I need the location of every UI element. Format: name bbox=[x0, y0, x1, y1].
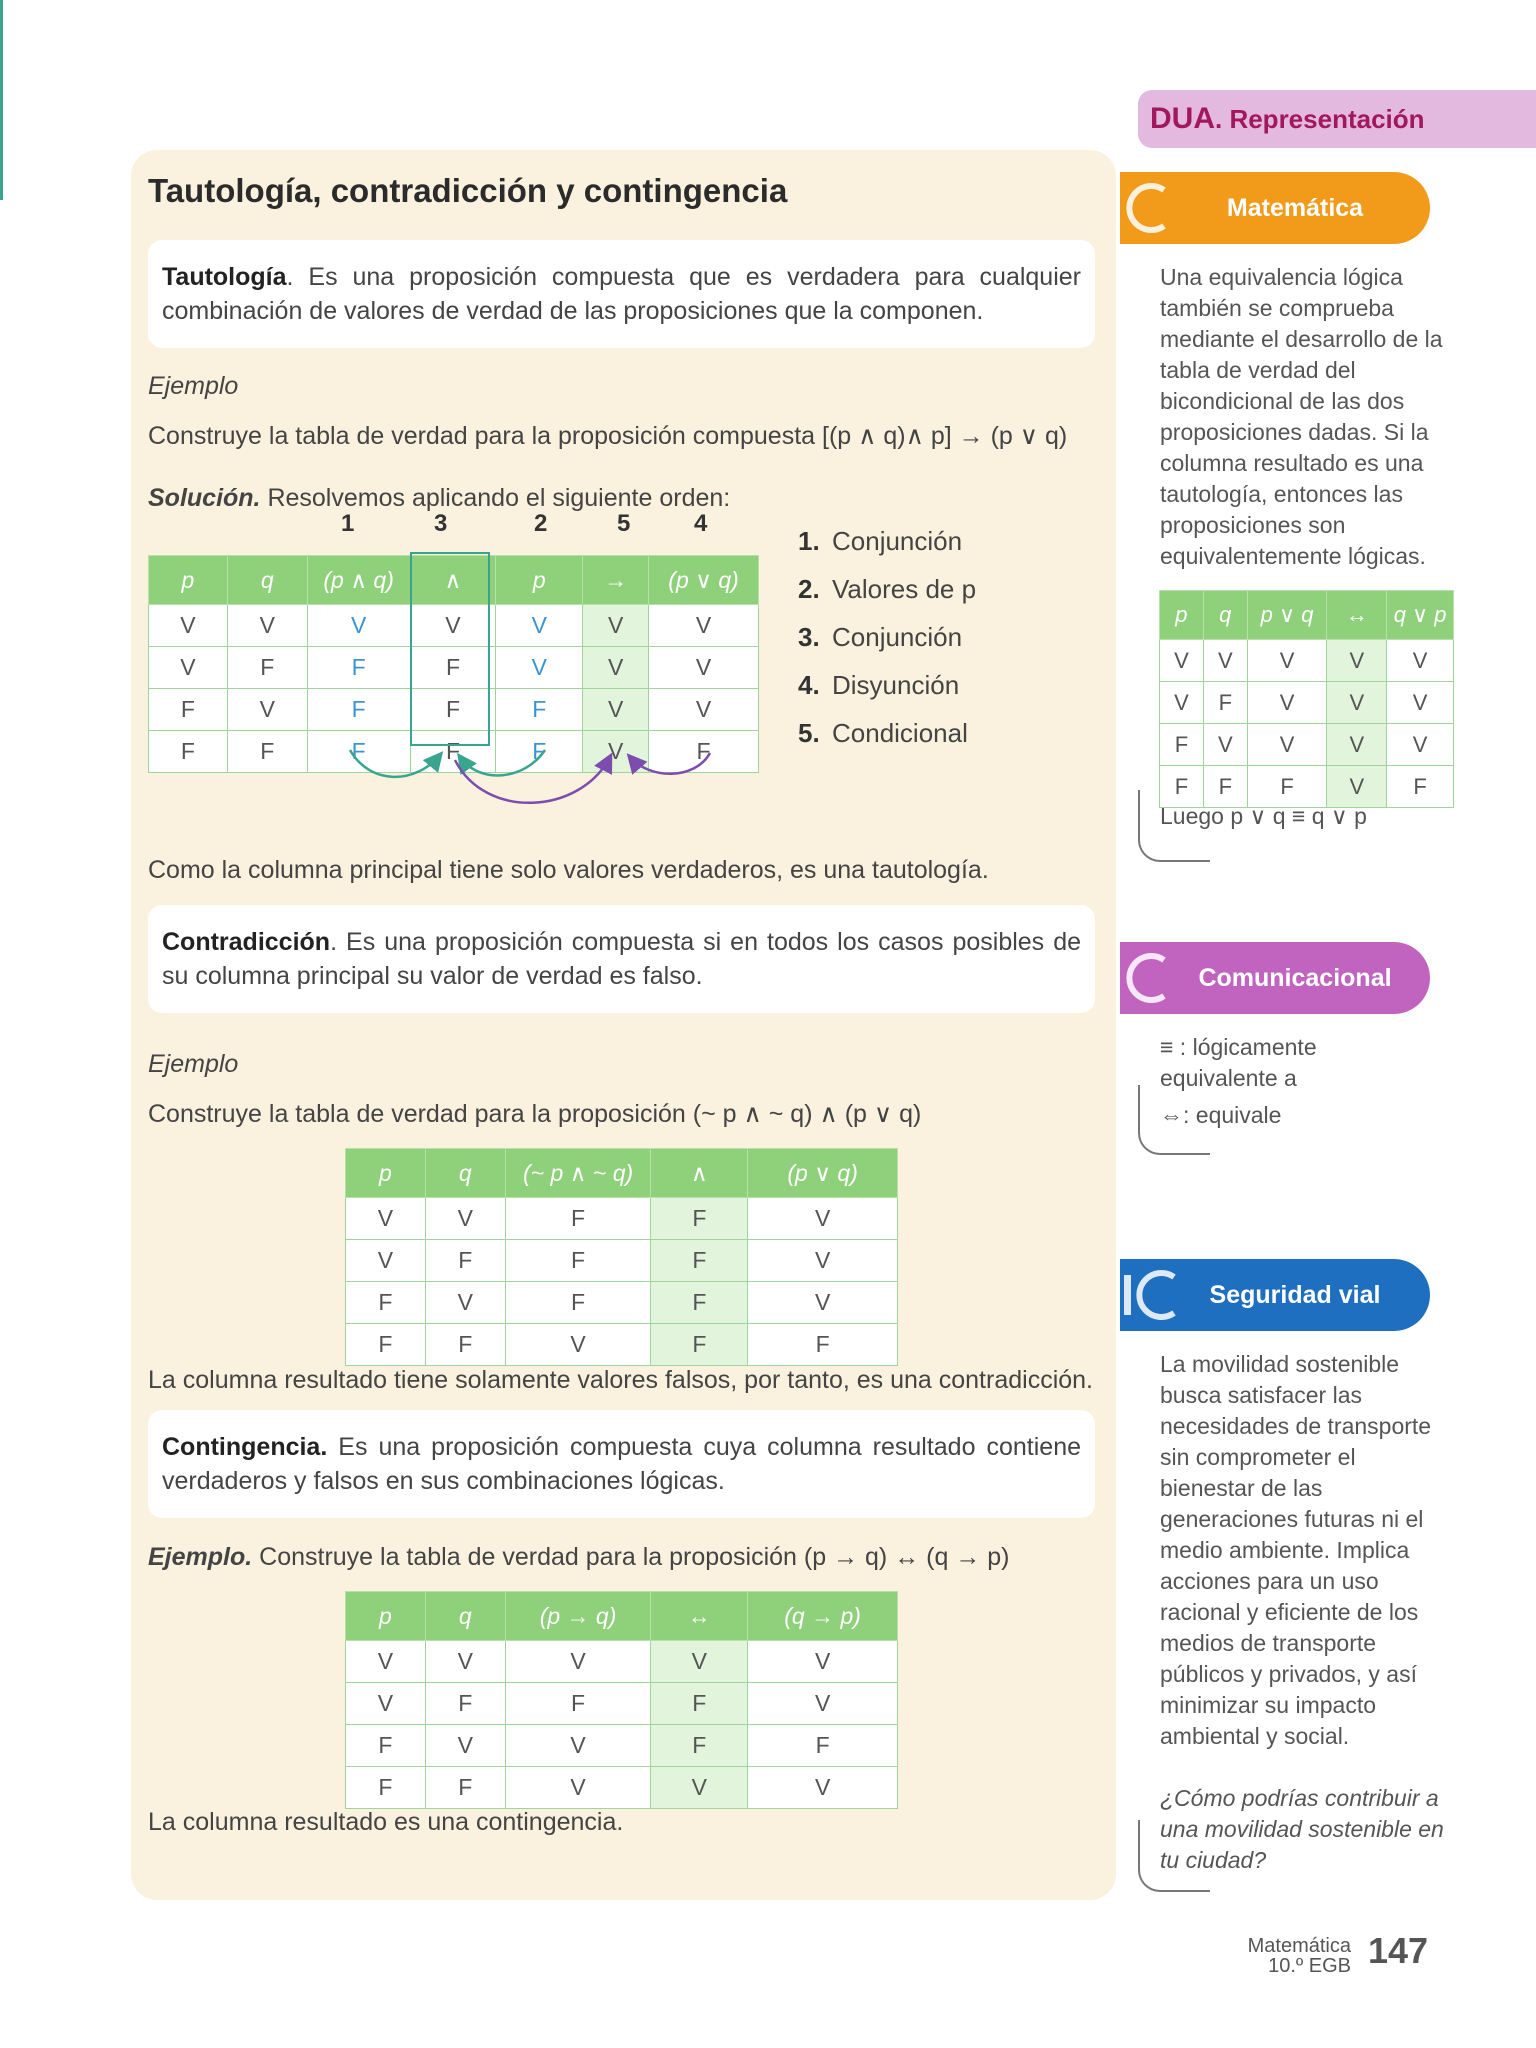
table-row bbox=[1160, 724, 1454, 766]
order-number: 1 bbox=[341, 510, 355, 537]
matematica-text: Una equivalencia lógica también se comprueba mediante el desarrollo de la tabla de verdad del bicondicional de las dos proposiciones dadas. Si la columna resultado es una tautología, entonces las proposiciones son equivalentemente lógicas. bbox=[1160, 264, 1443, 569]
table-cell: V bbox=[307, 605, 410, 647]
table-cell: F bbox=[1160, 766, 1204, 808]
table-cell: V bbox=[748, 1282, 898, 1324]
table-cell: F bbox=[227, 731, 307, 773]
table-cell: F bbox=[1203, 682, 1247, 724]
seguridad-text: La movilidad sostenible busca satisfacer las necesidades de transporte sin comprometer el bienestar de las generaciones futuras ni el medio ambiente. Implica acciones para un uso racional y eficiente de los medios de transporte públicos y privados, y así minimizar su impacto ambiental y social. bbox=[1160, 1351, 1432, 1749]
matematica-conclusion: Luego p ∨ q ≡ q ∨ p bbox=[1160, 803, 1367, 829]
table-cell: V bbox=[505, 1641, 651, 1683]
list-label: Conjunción bbox=[832, 526, 963, 556]
table-cell: V bbox=[748, 1198, 898, 1240]
table-cell: V bbox=[496, 647, 583, 689]
footer-subject-name: Matemática bbox=[1247, 1935, 1351, 1957]
table-cell: V bbox=[1387, 682, 1454, 724]
table-cell: F bbox=[505, 1282, 651, 1324]
arrow-green bbox=[350, 750, 440, 777]
table-cell: V bbox=[425, 1641, 505, 1683]
list-item bbox=[798, 574, 976, 622]
table-cell: V bbox=[1327, 682, 1387, 724]
table-cell: F bbox=[1387, 766, 1454, 808]
table-cell: F bbox=[748, 1324, 898, 1366]
contradiccion-example-label: Ejemplo bbox=[148, 1050, 239, 1078]
table-cell: F bbox=[651, 1198, 748, 1240]
contingencia-conclusion: La columna resultado es una contingencia. bbox=[148, 1808, 624, 1836]
list-number: 2. bbox=[798, 574, 820, 604]
table-cell: V bbox=[1327, 640, 1387, 682]
order-number: 4 bbox=[694, 510, 708, 537]
page-title: Tautología, contradicción y contingencia bbox=[148, 172, 788, 209]
matematica-bracket bbox=[1138, 790, 1210, 862]
contradiccion-definition: . Es una proposición compuesta si en todos los casos posibles de su columna principal su valor de verdad es falso. bbox=[162, 928, 1081, 990]
table-cell: F bbox=[505, 1683, 651, 1725]
table-cell: F bbox=[748, 1725, 898, 1767]
table-header: p bbox=[1160, 591, 1204, 640]
table-row bbox=[346, 1198, 898, 1240]
table-header: → bbox=[583, 556, 649, 605]
table-cell: V bbox=[346, 1641, 426, 1683]
table-cell: F bbox=[410, 731, 496, 773]
table-cell: V bbox=[1247, 640, 1327, 682]
table-cell: V bbox=[425, 1198, 505, 1240]
dua-title bbox=[1150, 102, 1425, 136]
seguridad-label: Seguridad vial bbox=[1209, 1281, 1381, 1309]
table-cell: V bbox=[748, 1683, 898, 1725]
table-row bbox=[346, 1725, 898, 1767]
footer-grade: 10.º EGB bbox=[1268, 1955, 1351, 1977]
table-cell: V bbox=[649, 689, 759, 731]
table-row bbox=[346, 1324, 898, 1366]
page-number: 147 bbox=[1368, 1930, 1429, 1971]
solution-label: Solución. bbox=[148, 484, 261, 512]
order-number: 3 bbox=[434, 510, 448, 537]
table-header: ↔ bbox=[1327, 591, 1387, 640]
table-cell: V bbox=[1247, 682, 1327, 724]
list-number: 5. bbox=[798, 718, 820, 748]
table-cell: V bbox=[410, 605, 496, 647]
table-header: p bbox=[346, 1149, 426, 1198]
order-number: 5 bbox=[617, 510, 631, 537]
table-cell: F bbox=[1160, 724, 1204, 766]
table-cell: F bbox=[505, 1198, 651, 1240]
table-header: ↔ bbox=[651, 1592, 748, 1641]
matematica-truth-table bbox=[1159, 590, 1454, 808]
contingencia-example-label: Ejemplo. bbox=[148, 1543, 253, 1571]
table-cell: V bbox=[1203, 640, 1247, 682]
list-item bbox=[798, 718, 976, 766]
order-number: 2 bbox=[534, 510, 548, 537]
table-cell: V bbox=[583, 647, 649, 689]
table-cell: F bbox=[346, 1282, 426, 1324]
main-column-highlight-box bbox=[410, 552, 490, 746]
contingencia-prompt: Construye la tabla de verdad para la proposición (p → q) ↔ (q → p) bbox=[252, 1543, 1010, 1571]
dua-bold: DUA bbox=[1150, 102, 1215, 135]
table-cell: V bbox=[1387, 724, 1454, 766]
seguridad-question: ¿Cómo podrías contribuir a una movilidad sostenible en tu ciudad? bbox=[1160, 1785, 1444, 1873]
tautologia-example-label: Ejemplo bbox=[148, 372, 239, 400]
list-item bbox=[798, 526, 976, 574]
table-cell: V bbox=[748, 1641, 898, 1683]
table-cell: V bbox=[651, 1767, 748, 1809]
table-header: q bbox=[1203, 591, 1247, 640]
table-cell: V bbox=[748, 1240, 898, 1282]
tautologia-conclusion: Como la columna principal tiene solo valores verdaderos, es una tautología. bbox=[148, 856, 989, 884]
table-cell: V bbox=[346, 1240, 426, 1282]
table-cell: F bbox=[1203, 766, 1247, 808]
table-row bbox=[1160, 682, 1454, 724]
comunicacional-header bbox=[1120, 942, 1430, 1014]
table-cell: V bbox=[149, 647, 228, 689]
table-cell: V bbox=[649, 605, 759, 647]
matematica-label: Matemática bbox=[1226, 194, 1364, 222]
table-cell: V bbox=[748, 1767, 898, 1809]
table-cell: V bbox=[651, 1641, 748, 1683]
table-cell: F bbox=[505, 1240, 651, 1282]
table-cell: V bbox=[227, 689, 307, 731]
table-cell: V bbox=[496, 605, 583, 647]
table-cell: F bbox=[307, 731, 410, 773]
table-cell: F bbox=[307, 689, 410, 731]
contradiccion-definition-box bbox=[148, 905, 1095, 1013]
contingencia-definition-box bbox=[148, 1410, 1095, 1518]
table-header: p bbox=[496, 556, 583, 605]
table-cell: V bbox=[425, 1725, 505, 1767]
tautologia-prompt: Construye la tabla de verdad para la proposición compuesta [(p ∧ q)∧ p] → (p ∨ q) bbox=[148, 422, 1068, 450]
table-header: ∧ bbox=[651, 1149, 748, 1198]
table-header: (p → q) bbox=[505, 1592, 651, 1641]
tautologia-solution bbox=[148, 484, 730, 513]
table-cell: V bbox=[1160, 640, 1204, 682]
list-label: Disyunción bbox=[832, 670, 960, 700]
table-cell: F bbox=[651, 1240, 748, 1282]
tautologia-definition-box bbox=[148, 240, 1095, 348]
table-row bbox=[346, 1683, 898, 1725]
order-list bbox=[798, 526, 976, 766]
list-label: Conjunción bbox=[832, 622, 963, 652]
table-cell: V bbox=[1327, 724, 1387, 766]
table-header: ∧ bbox=[410, 556, 496, 605]
table-header: q bbox=[425, 1149, 505, 1198]
arrow-purple bbox=[630, 753, 710, 774]
table-cell: V bbox=[1203, 724, 1247, 766]
table-cell: V bbox=[227, 605, 307, 647]
table-row bbox=[346, 1240, 898, 1282]
table-cell: V bbox=[346, 1683, 426, 1725]
contradiccion-term: Contradicción bbox=[162, 928, 331, 956]
table-header: q bbox=[425, 1592, 505, 1641]
contingencia-definition: Es una proposición compuesta cuya columna resultado contiene verdaderos y falsos en sus combinaciones lógicas. bbox=[162, 1433, 1081, 1495]
table-cell: F bbox=[649, 731, 759, 773]
edge-line bbox=[0, 0, 3, 200]
table-cell: V bbox=[505, 1324, 651, 1366]
contingencia-term: Contingencia. bbox=[162, 1433, 328, 1461]
list-label: Valores de p bbox=[832, 574, 977, 604]
table-cell: F bbox=[651, 1683, 748, 1725]
table-cell: F bbox=[410, 647, 496, 689]
contingencia-prompt-line bbox=[148, 1543, 1010, 1572]
table-header: (p ∧ q) bbox=[307, 556, 410, 605]
table-cell: F bbox=[346, 1767, 426, 1809]
seguridad-bracket bbox=[1138, 1820, 1210, 1892]
table-cell: F bbox=[227, 647, 307, 689]
list-number: 1. bbox=[798, 526, 820, 556]
table-cell: V bbox=[149, 605, 228, 647]
order-arrows bbox=[320, 745, 740, 815]
table-header: (~ p ∧ ~ q) bbox=[505, 1149, 651, 1198]
table-cell: F bbox=[496, 689, 583, 731]
table-cell: F bbox=[651, 1324, 748, 1366]
list-number: 4. bbox=[798, 670, 820, 700]
arrow-green bbox=[460, 750, 545, 775]
contradiccion-conclusion: La columna resultado tiene solamente valores falsos, por tanto, es una contradicción. bbox=[148, 1366, 1093, 1394]
seguridad-header bbox=[1120, 1259, 1430, 1331]
solution-text: Resolvemos aplicando el siguiente orden: bbox=[260, 484, 731, 512]
table-cell: F bbox=[149, 689, 228, 731]
table-header: (p ∨ q) bbox=[748, 1149, 898, 1198]
table-cell: V bbox=[505, 1767, 651, 1809]
list-item bbox=[798, 670, 976, 718]
comunicacional-line2: ⇔: equivale bbox=[1160, 1102, 1282, 1128]
tautologia-term: Tautología bbox=[162, 263, 287, 291]
table-cell: F bbox=[651, 1282, 748, 1324]
table-cell: F bbox=[1247, 766, 1327, 808]
table-cell: F bbox=[307, 647, 410, 689]
table-header: (p ∨ q) bbox=[649, 556, 759, 605]
tautologia-definition: . Es una proposición compuesta que es verdadera para cualquier combinación de valores de verdad de las proposiciones que la componen. bbox=[162, 263, 1081, 325]
contradiccion-truth-table bbox=[345, 1148, 898, 1366]
comunicacional-label: Comunicacional bbox=[1198, 964, 1392, 992]
dua-rest: . Representación bbox=[1215, 104, 1425, 134]
table-cell: V bbox=[583, 689, 649, 731]
table-cell: F bbox=[425, 1767, 505, 1809]
table-header: p ∨ q bbox=[1247, 591, 1327, 640]
table-cell: V bbox=[346, 1198, 426, 1240]
table-cell: F bbox=[425, 1324, 505, 1366]
matematica-header bbox=[1120, 172, 1430, 244]
table-header: p bbox=[149, 556, 228, 605]
table-cell: F bbox=[425, 1240, 505, 1282]
table-row bbox=[346, 1282, 898, 1324]
list-item bbox=[798, 622, 976, 670]
contingencia-truth-table bbox=[345, 1591, 898, 1809]
table-row bbox=[346, 1641, 898, 1683]
table-cell: F bbox=[425, 1683, 505, 1725]
contradiccion-prompt: Construye la tabla de verdad para la proposición (~ p ∧ ~ q) ∧ (p ∨ q) bbox=[148, 1100, 922, 1128]
table-cell: F bbox=[149, 731, 228, 773]
table-header: q ∨ p bbox=[1387, 591, 1454, 640]
table-cell: F bbox=[651, 1725, 748, 1767]
table-cell: V bbox=[583, 731, 649, 773]
table-cell: F bbox=[496, 731, 583, 773]
footer-subject bbox=[1248, 1936, 1351, 1976]
table-cell: V bbox=[425, 1282, 505, 1324]
table-cell: F bbox=[346, 1725, 426, 1767]
list-label: Condicional bbox=[832, 718, 968, 748]
table-header: (q → p) bbox=[748, 1592, 898, 1641]
table-cell: V bbox=[1387, 640, 1454, 682]
comunicacional-bracket bbox=[1138, 1085, 1210, 1155]
table-cell: V bbox=[1327, 766, 1387, 808]
comunicacional-line1: ≡ : lógicamente equivalente a bbox=[1160, 1034, 1317, 1091]
table-cell: F bbox=[346, 1324, 426, 1366]
list-number: 3. bbox=[798, 622, 820, 652]
table-cell: F bbox=[410, 689, 496, 731]
table-cell: V bbox=[1247, 724, 1327, 766]
table-row bbox=[346, 1767, 898, 1809]
table-cell: V bbox=[583, 605, 649, 647]
table-cell: V bbox=[505, 1725, 651, 1767]
table-row bbox=[1160, 640, 1454, 682]
table-cell: V bbox=[649, 647, 759, 689]
table-header: p bbox=[346, 1592, 426, 1641]
table-header: q bbox=[227, 556, 307, 605]
table-cell: V bbox=[1160, 682, 1204, 724]
